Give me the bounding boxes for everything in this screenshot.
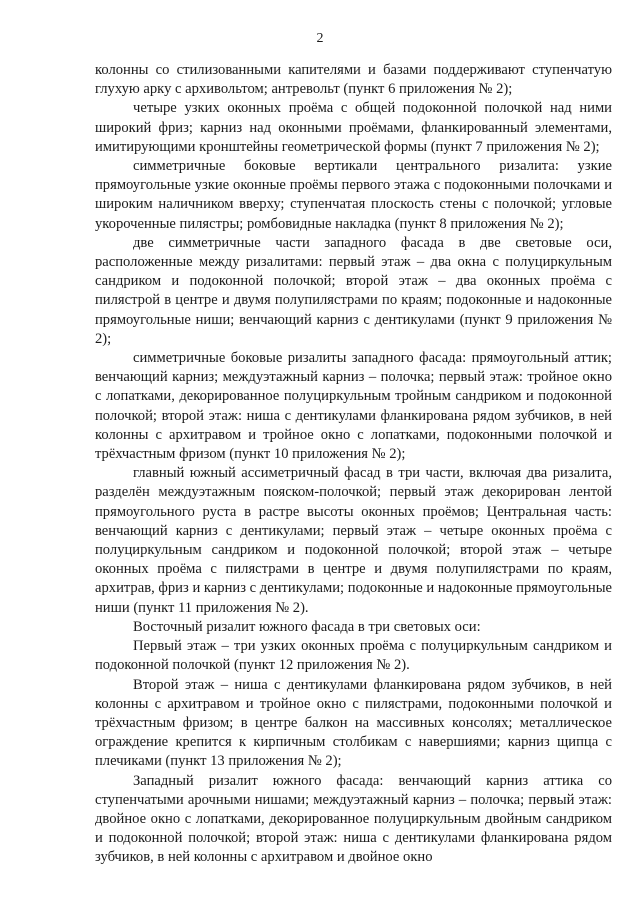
paragraph: колонны со стилизованными капителями и базами поддерживают ступенчатую глухую арку с архивольтом; антревольт (пункт 6 приложения № 2); [95, 62, 612, 98]
paragraph: симметричные боковые вертикали центрального ризалита: узкие прямоугольные узкие оконные проёмы первого этажа с подоконными полочками и широким наличником вверху; ступенчатая плоскость стены с полочкой; угловые укороченные пилястры; ромбовидные накладка (пункт 8 приложения № 2); [95, 158, 612, 232]
paragraph: Второй этаж – ниша с дентикулами фланкирована рядом зубчиков, в ней колонны с архитравом и тройное окно с пилястрами, подоконными полочкой и трёхчастным фризом; в центре балкон на массивных консолях; металлическое ограждение крепится к кирпичным столбикам с навершиями; карниз щипца с плечиками (пункт 13 приложения № 2); [95, 676, 612, 770]
paragraph: главный южный ассиметричный фасад в три части, включая два ризалита, разделён междуэтажным пояском-полочкой; первый этаж декорирован лентой прямоугольного руста в растре высоты оконных проёмов; Центральная часть: венчающий карниз с дентикулами; первый этаж – четыре оконных проёма с полуциркульным сандриком и подоконной полочкой; второй этаж – четыре оконных проёма с пилястрами в центре и двумя полупилястрами по краям, архитрав, фриз и карниз с дентикулами; подоконные и надоконные прямоугольные ниши (пункт 11 приложения № 2). [95, 465, 612, 616]
page-number: 2 [316, 31, 324, 46]
paragraph: две симметричные части западного фасада в две световые оси, расположенные между ризалитами: первый этаж – два окна с полуциркульным сандриком и подоконной полочкой; второй этаж – два оконных проёма с пилястрой в центре и двумя полупилястрами по краям; подоконные и надоконные прямоугольные ниши; венчающий карниз с дентикулами (пункт 9 приложения № 2); [95, 234, 612, 347]
paragraph: симметричные боковые ризалиты западного фасада: прямоугольный аттик; венчающий карниз; междуэтажный карниз – полочка; первый этаж: тройное окно с лопатками, декорированное полуциркульным тройным сандриком и подоконной полочкой; второй этаж: ниша с дентикулами фланкирована рядом зубчиков, в ней колонны с архитравом и тройное окно с лопатками, подоконными полочкой и трёхчастным фризом (пункт 10 приложения № 2); [95, 350, 612, 463]
document-body [95, 61, 612, 868]
paragraph: Восточный ризалит южного фасада в три световых оси: [133, 618, 481, 635]
paragraph: Первый этаж – три узких оконных проёма с полуциркульным сандриком и подоконной полочкой (пункт 12 приложения № 2). [95, 638, 612, 674]
paragraph: четыре узких оконных проёма с общей подоконной полочкой над ними широкий фриз; карниз над оконными проёмами, фланкированный элементами, имитирующими кронштейны геометрической формы (пункт 7 приложения № 2); [95, 100, 612, 155]
paragraph: Западный ризалит южного фасада: венчающий карниз аттика со ступенчатыми арочными нишами; междуэтажный карниз – полочка; первый этаж: двойное окно с лопатками, декорированное полуциркульным двойным сандриком и подоконной полочкой; второй этаж: ниша с дентикулами фланкирована рядом зубчиков, в ней колонны с архитравом и двойное окно [95, 772, 612, 866]
